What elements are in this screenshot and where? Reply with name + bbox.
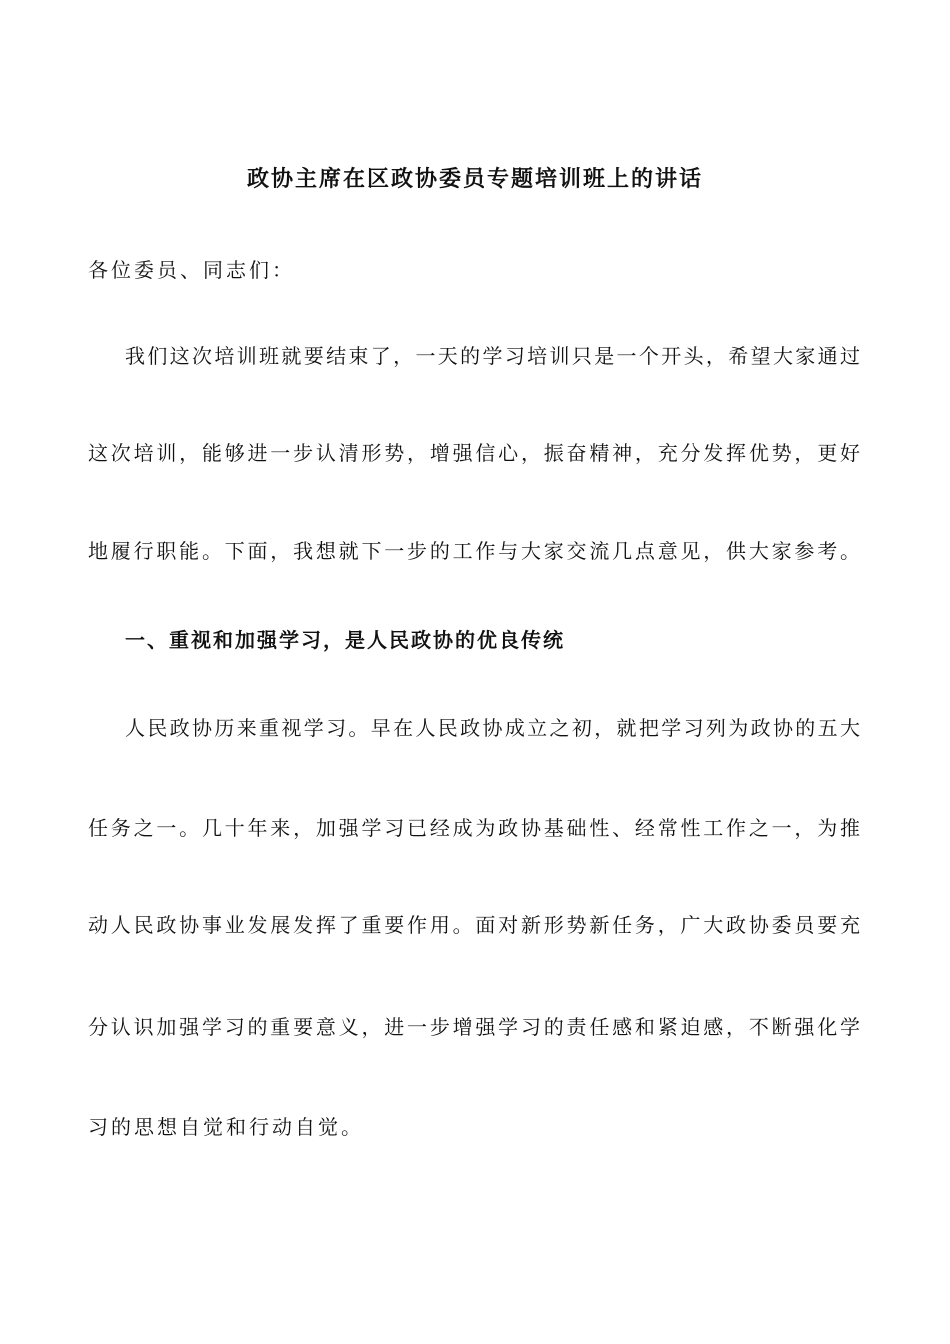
- paragraph-line: 分认识加强学习的重要意义，进一步增强学习的责任感和紧迫感，不断强化学: [88, 1015, 860, 1039]
- paragraph-line: 我们这次培训班就要结束了，一天的学习培训只是一个开头，希望大家通过: [125, 344, 860, 368]
- paragraph-line: 任务之一。几十年来，加强学习已经成为政协基础性、经常性工作之一，为推: [88, 816, 860, 840]
- paragraph-line: 动人民政协事业发展发挥了重要作用。面对新形势新任务，广大政协委员要充: [88, 913, 860, 937]
- salutation: 各位委员、同志们：: [88, 258, 295, 282]
- document-title: 政协主席在区政协委员专题培训班上的讲话: [246, 166, 703, 192]
- section-heading: 一、重视和加强学习，是人民政协的优良传统: [125, 628, 565, 652]
- paragraph-line: 地履行职能。下面，我想就下一步的工作与大家交流几点意见，供大家参考。: [88, 539, 860, 563]
- paragraph-line: 这次培训，能够进一步认清形势，增强信心，振奋精神，充分发挥优势，更好: [88, 441, 860, 465]
- paragraph-line: 习的思想自觉和行动自觉。: [88, 1115, 364, 1139]
- paragraph-line: 人民政协历来重视学习。早在人民政协成立之初，就把学习列为政协的五大: [125, 716, 860, 740]
